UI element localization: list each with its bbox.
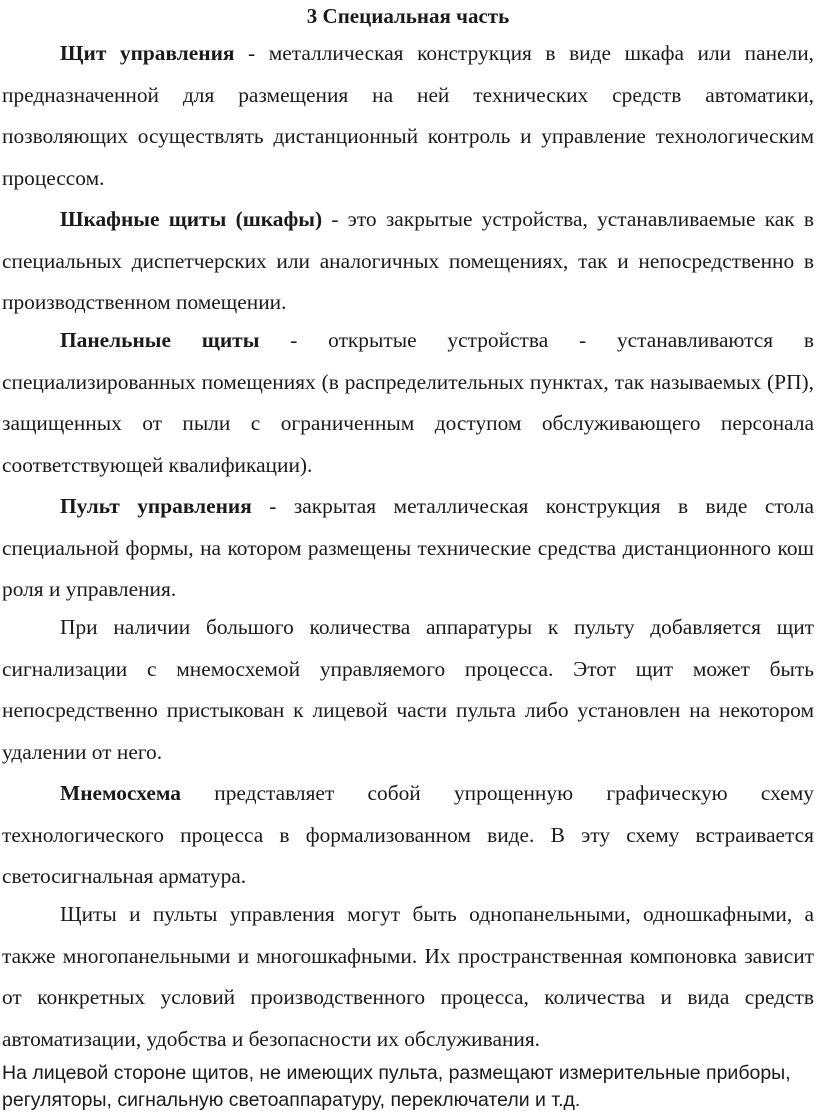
paragraph-front-side: На лицевой стороне щитов, не имеющих пульта, размещают измерительные приборы, регуляторы, сигнальную светоаппаратуру, переключатели и т.д.: [2, 1062, 791, 1111]
paragraph-text: При наличии большого количества аппаратуры к пульту добавляется щит сигнализации с мнемосхемой управляемого процесса. Этот щит может быть непосредственно пристыкован к лицевой части пульта либо установлен на некотором удалении от него.: [2, 615, 814, 764]
paragraph-text: - это закрытые устройства, устанавливаемые как в специальных диспетчерских или аналогичных помещениях, так и непосредственно в производственном помещении.: [2, 207, 814, 314]
paragraph-text: - открытые устройства - устанавливаются в специализированных помещениях (в распределительных пунктах, так называемых (РП), защищенных от пыли с ограниченным доступом обслуживающего персонала соответствующей квалификации).: [2, 328, 814, 477]
term-cabinet-panels: Шкафные щиты (шкафы): [60, 207, 323, 231]
paragraph-control-console: [2, 486, 814, 611]
paragraph-text: представляет собой упрощенную графическую схему технологического процесса в формализованном виде. В эту схему встраивается светосигнальная арматура.: [2, 781, 814, 888]
paragraph-layout: [2, 894, 814, 1060]
term-control-console: Пульт управления: [60, 494, 252, 518]
paragraph-mimic-diagram: [2, 773, 814, 898]
term-control-panel: Щит управления: [60, 41, 235, 65]
paragraph-text: - закрытая металлическая конструкция в виде стола специальной формы, на котором размещены технические средства дистанционного кош роля и управления.: [2, 494, 814, 601]
paragraph-control-panel: [2, 33, 814, 199]
paragraph-signal-panel: [2, 607, 814, 773]
term-mimic-diagram: Мнемосхема: [60, 781, 181, 805]
section-title: 3 Специальная часть: [306, 4, 510, 28]
term-open-panels: Панельные щиты: [60, 328, 260, 352]
paragraph-text: - металлическая конструкция в виде шкафа или панели, предназначенной для размещения на ней технических средств автоматики, позволяющих осуществлять дистанционный контроль и управление технологическим процессом.: [2, 41, 814, 190]
paragraph-open-panels: [2, 320, 814, 486]
paragraph-cabinet-panels: [2, 199, 814, 324]
paragraph-text: Щиты и пульты управления могут быть однопанельными, одношкафными, а также многопанельными и многошкафными. Их пространственная компоновка зависит от конкретных условий производственного процесса, количества и вида средств автоматизации, удобства и безопасности их обслуживания.: [2, 902, 814, 1051]
